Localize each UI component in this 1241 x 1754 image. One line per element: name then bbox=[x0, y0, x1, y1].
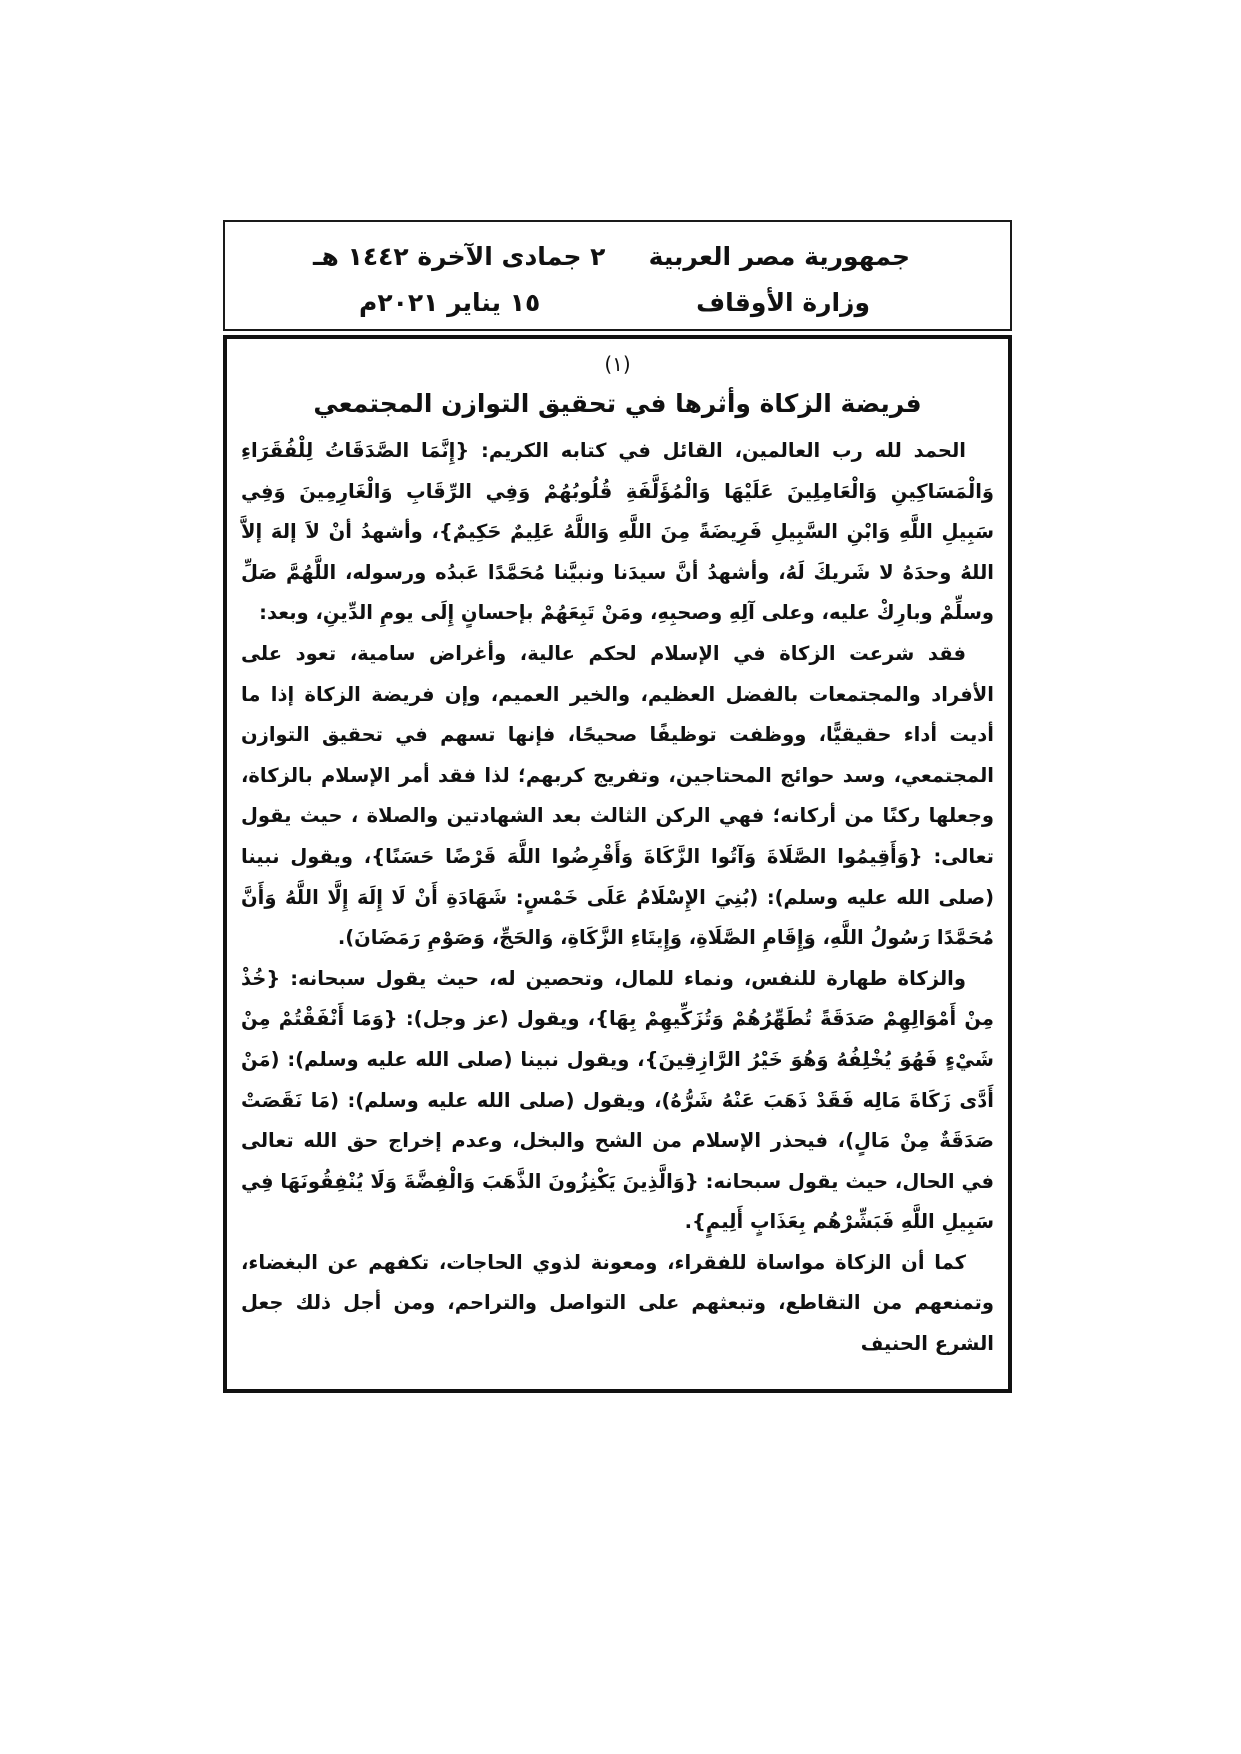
paragraph-zakat-purification: والزكاة طهارة للنفس، ونماء للمال، وتحصين له، حيث يقول سبحانه: {خُذْ مِنْ أَمْوَالِهِمْ صَدَقَةً تُطَهِّرُهُمْ وَتُزَكِّيهِمْ بِهَا}، ويقول (عز وجل): {وَمَا أَنْفَقْتُمْ مِنْ شَيْءٍ فَهُوَ يُخْلِفُهُ وَهُوَ خَيْرُ الرَّازِقِينَ}، ويقول نبينا (صلى الله عليه وسلم): (مَنْ أَدَّى زَكَاةَ مَالِه فَقَدْ ذَهَبَ عَنْهُ شَرُّهُ)، ويقول (صلى الله عليه وسلم): (مَا نَقَصَتْ صَدَقَةٌ مِنْ مَالٍ)، فيحذر الإسلام من الشح والبخل، وعدم إخراج حق الله تعالى في الحال، حيث يقول سبحانه: {وَالَّذِينَ يَكْنِزُونَ الذَّهَبَ وَالْفِضَّةَ وَلَا يُنْفِقُونَهَا فِي سَبِيلِ اللَّهِ فَبَشِّرْهُم بِعَذَابٍ أَلِيمٍ}. bbox=[241, 966, 994, 1234]
paragraph-zakat-solidarity: كما أن الزكاة مواساة للفقراء، ومعونة لذوي الحاجات، تكفهم عن البغضاء، وتمنعهم من التقاطع، وتبعثهم على التواصل والتراحم، ومن أجل ذلك جعل الشرع الحنيف bbox=[241, 1250, 994, 1356]
republic-name: جمهورية مصر العربية bbox=[648, 242, 910, 271]
sermon-title: فريضة الزكاة وأثرها في تحقيق التوازن المجتمعي bbox=[313, 389, 922, 418]
document-header bbox=[223, 220, 1012, 331]
gregorian-date: ١٥ يناير ٢٠٢١م bbox=[359, 288, 541, 317]
paragraph-zakat-pillar: فقد شرعت الزكاة في الإسلام لحكم عالية، وأغراض سامية، تعود على الأفراد والمجتمعات بالفضل العظيم، والخير العميم، وإن فريضة الزكاة إذا ما أديت أداء حقيقيًّا، ووظفت توظيفًا صحيحًا، فإنها تسهم في تحقيق التوازن المجتمعي، وسد حوائج المحتاجين، وتفريج كربهم؛ لذا فقد أمر الإسلام بالزكاة، وجعلها ركنًا من أركانه؛ فهي الركن الثالث بعد الشهادتين والصلاة ، حيث يقول تعالى: {وَأَقِيمُوا الصَّلَاةَ وَآتُوا الزَّكَاةَ وَأَقْرِضُوا اللَّهَ قَرْضًا حَسَنًا}، ويقول نبينا (صلى الله عليه وسلم): (بُنِيَ الإِسْلَامُ عَلَى خَمْسٍ: شَهَادَةِ أَنْ لَا إِلَهَ إِلَّا اللَّهُ وَأَنَّ مُحَمَّدًا رَسُولُ اللَّهِ، وَإِقَامِ الصَّلَاةِ، وَإِيتَاءِ الزَّكَاةِ، وَالحَجِّ، وَصَوْمِ رَمَضَانَ). bbox=[241, 641, 994, 950]
paragraph-opening: الحمد لله رب العالمين، القائل في كتابه الكريم: {إِنَّمَا الصَّدَقَاتُ لِلْفُقَرَاءِ وَالْمَسَاكِينِ وَالْعَامِلِينَ عَلَيْهَا وَالْمُؤَلَّفَةِ قُلُوبُهُمْ وَفِي الرِّقَابِ وَالْغَارِمِينَ وَفِي سَبِيلِ اللَّهِ وَابْنِ السَّبِيلِ فَرِيضَةً مِنَ اللَّهِ وَاللَّهُ عَلِيمٌ حَكِيمٌ}، وأشهدُ أنْ لاَ إلهَ إلاَّ اللهُ وحدَهُ لا شَريكَ لَهُ، وأشهدُ أنَّ سيدَنا ونبيَّنا مُحَمَّدًا عَبدُه ورسوله، اللَّهُمَّ صَلِّ وسلِّمْ وبارِكْ عليه، وعلى آلِهِ وصحبِهِ، ومَنْ تَبِعَهُمْ بإحسانٍ إِلَى يومِ الدِّينِ، وبعد: bbox=[241, 439, 994, 625]
sermon-body bbox=[223, 335, 1012, 1393]
ministry-name: وزارة الأوقاف bbox=[696, 288, 870, 317]
hijri-date: ٢ جمادى الآخرة ١٤٤٢ هـ bbox=[313, 242, 606, 271]
page-number: (١) bbox=[604, 352, 631, 376]
